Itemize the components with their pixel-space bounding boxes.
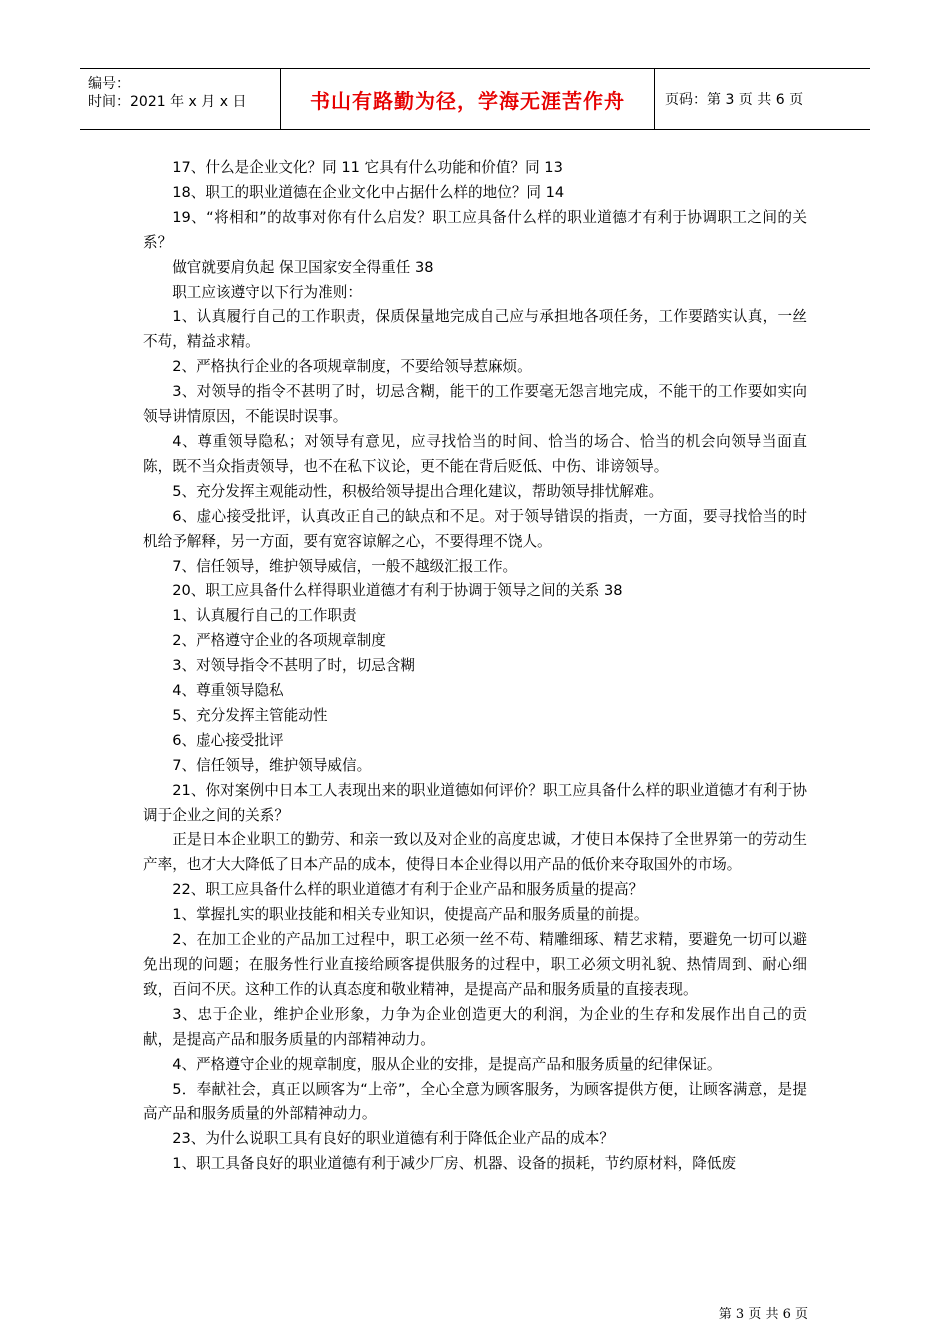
paragraph: 1、认真履行自己的工作职责 xyxy=(172,607,357,625)
paragraph: 6、虚心接受批评，认真改正自己的缺点和不足。对于领导错误的指责，一方面，要寻找恰当的时机给予解释，另一方面，要有宽容谅解之心，不要得理不饶人。 xyxy=(143,507,807,550)
paragraph: 职工应该遵守以下行为准则： xyxy=(172,283,362,301)
paragraph: 做官就要肩负起 保卫国家安全得重任 38 xyxy=(172,258,434,276)
time-label: 时间：2021 年 x 月 x 日 xyxy=(88,94,247,110)
paragraph: 7、信任领导，维护领导威信。 xyxy=(172,756,372,774)
header-page-cell xyxy=(655,69,870,129)
paragraph: 1、掌握扎实的职业技能和相关专业知识，使提高产品和服务质量的前提。 xyxy=(172,906,649,924)
number-label: 编号： xyxy=(88,76,130,92)
paragraph: 4、严格遵守企业的规章制度，服从企业的安排，是提高产品和服务质量的纪律保证。 xyxy=(172,1055,722,1073)
page-footer: 第 3 页 共 6 页 xyxy=(718,1307,808,1322)
paragraph: 7、信任领导，维护领导威信，一般不越级汇报工作。 xyxy=(172,557,518,575)
paragraph: 21、你对案例中日本工人表现出来的职业道德如何评价？职工应具备什么样的职业道德才有利于协调于企业之间的关系？ xyxy=(143,781,807,824)
paragraph: 19、“将相和”的故事对你有什么启发？职工应具备什么样的职业道德才有利于协调职工之间的关系？ xyxy=(143,208,807,251)
paragraph: 3、对领导指令不甚明了时，切忌含糊 xyxy=(172,657,415,675)
header-motto-cell xyxy=(281,69,655,129)
motto-text: 书山有路勤为径，学海无涯苦作舟 xyxy=(310,88,625,113)
paragraph: 1、认真履行自己的工作职责，保质保量地完成自己应与承担地各项任务，工作要踏实认真，一丝不苟，精益求精。 xyxy=(143,308,807,351)
paragraph: 2、严格遵守企业的各项规章制度 xyxy=(172,632,386,650)
paragraph: 2、在加工企业的产品加工过程中，职工必须一丝不苟、精雕细琢、精艺求精，要避免一切可以避免出现的问题；在服务性行业直接给顾客提供服务的过程中，职工必须文明礼貌、热情周到、耐心细致，百问不厌。这种工作的认真态度和敬业精神，是提高产品和服务质量的直接表现。 xyxy=(143,931,807,998)
header-table xyxy=(80,68,870,130)
paragraph: 3、对领导的指令不甚明了时，切忌含糊，能干的工作要毫无怨言地完成，不能干的工作要如实向领导讲情原因，不能误时误事。 xyxy=(143,383,807,426)
paragraph: 4、尊重领导隐私 xyxy=(172,682,284,700)
paragraph: 5、充分发挥主观能动性，积极给领导提出合理化建议，帮助领导排忧解难。 xyxy=(172,482,664,500)
paragraph: 3、忠于企业，维护企业形象，力争为企业创造更大的利润，为企业的生存和发展作出自己的贡献，是提高产品和服务质量的内部精神动力。 xyxy=(143,1005,807,1048)
page-label: 页码：第 3 页 共 6 页 xyxy=(665,92,804,108)
paragraph: 6、虚心接受批评 xyxy=(172,731,284,749)
document-body xyxy=(143,156,807,1177)
paragraph: 4、尊重领导隐私；对领导有意见，应寻找恰当的时间、恰当的场合、恰当的机会向领导当面直陈，既不当众指责领导，也不在私下议论，更不能在背后贬低、中伤、诽谤领导。 xyxy=(143,432,807,475)
paragraph: 2、严格执行企业的各项规章制度，不要给领导惹麻烦。 xyxy=(172,358,532,376)
paragraph: 1、职工具备良好的职业道德有利于减少厂房、机器、设备的损耗，节约原材料，降低废 xyxy=(172,1155,737,1173)
paragraph: 正是日本企业职工的勤劳、和亲一致以及对企业的高度忠诚，才使日本保持了全世界第一的劳动生产率，也才大大降低了日本产品的成本，使得日本企业得以用产品的低价来夺取国外的市场。 xyxy=(143,831,807,874)
paragraph: 5．奉献社会，真正以顾客为“上帝”，全心全意为顾客服务，为顾客提供方便，让顾客满意，是提高产品和服务质量的外部精神动力。 xyxy=(143,1080,807,1123)
paragraph: 17、什么是企业文化？同 11 它具有什么功能和价值？同 13 xyxy=(172,159,563,176)
paragraph: 23、为什么说职工具有良好的职业道德有利于降低企业产品的成本？ xyxy=(172,1130,614,1148)
paragraph: 18、职工的职业道德在企业文化中占据什么样的地位？同 14 xyxy=(172,183,565,201)
paragraph: 5、充分发挥主管能动性 xyxy=(172,706,328,724)
paragraph: 20、职工应具备什么样得职业道德才有利于协调于领导之间的关系 38 xyxy=(172,582,623,600)
header-meta-cell xyxy=(80,69,281,129)
paragraph: 22、职工应具备什么样的职业道德才有利于企业产品和服务质量的提高？ xyxy=(172,881,644,899)
